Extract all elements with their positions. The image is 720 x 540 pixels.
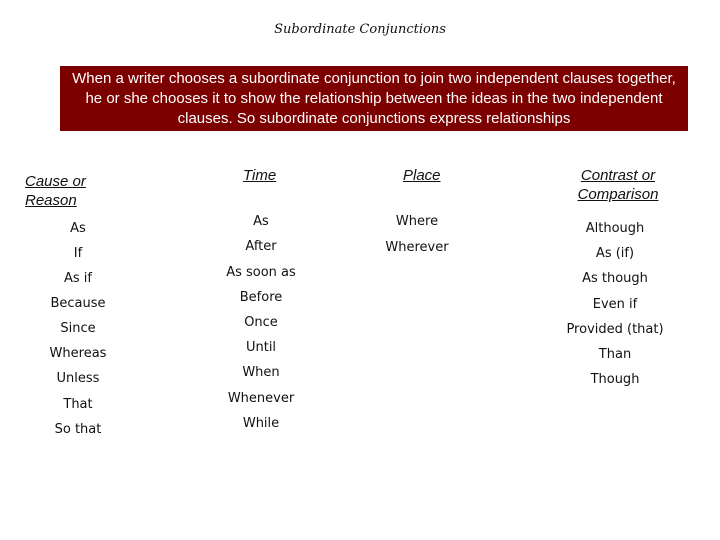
list-item: So that [54, 422, 102, 437]
list-item: As [253, 214, 269, 229]
list-item: Before [239, 290, 283, 305]
slide-title: Subordinate Conjunctions [274, 22, 446, 37]
list-item: Whenever [227, 391, 295, 406]
list-item: As if [64, 271, 92, 286]
list-item: Once [244, 315, 278, 330]
heading-contrast-or-comparison: Contrast or Comparison [577, 167, 659, 203]
list-item: Because [50, 296, 106, 311]
list-item: Provided (that) [566, 322, 664, 337]
list-item: Though [590, 372, 640, 387]
list-item: If [73, 246, 83, 261]
heading-time: Time [243, 167, 277, 184]
list-item: Wherever [385, 240, 449, 255]
heading-cause-or-reason: Cause or Reason [25, 173, 86, 209]
list-item: As soon as [226, 265, 296, 280]
list-item: Unless [56, 371, 100, 386]
list-item: As though [582, 271, 648, 286]
list-item: Than [598, 347, 632, 362]
list-item: Since [60, 321, 96, 336]
list-item: As [70, 221, 86, 236]
list-item: When [242, 365, 280, 380]
list-item: Until [245, 340, 277, 355]
list-item: Although [585, 221, 645, 236]
heading-place: Place [403, 167, 441, 184]
list-item: As (if) [595, 246, 635, 261]
list-item: After [245, 239, 277, 254]
list-item: That [63, 397, 93, 412]
list-item: While [242, 416, 280, 431]
definition-banner: When a writer chooses a subordinate conjunction to join two independent clauses together, he or she chooses it to show the relationship between the ideas in the two independent clauses. So subordinate conjunctions express relationships [60, 66, 688, 131]
list-item: Where [395, 214, 439, 229]
list-item: Whereas [49, 346, 107, 361]
list-item: Even if [592, 297, 638, 312]
